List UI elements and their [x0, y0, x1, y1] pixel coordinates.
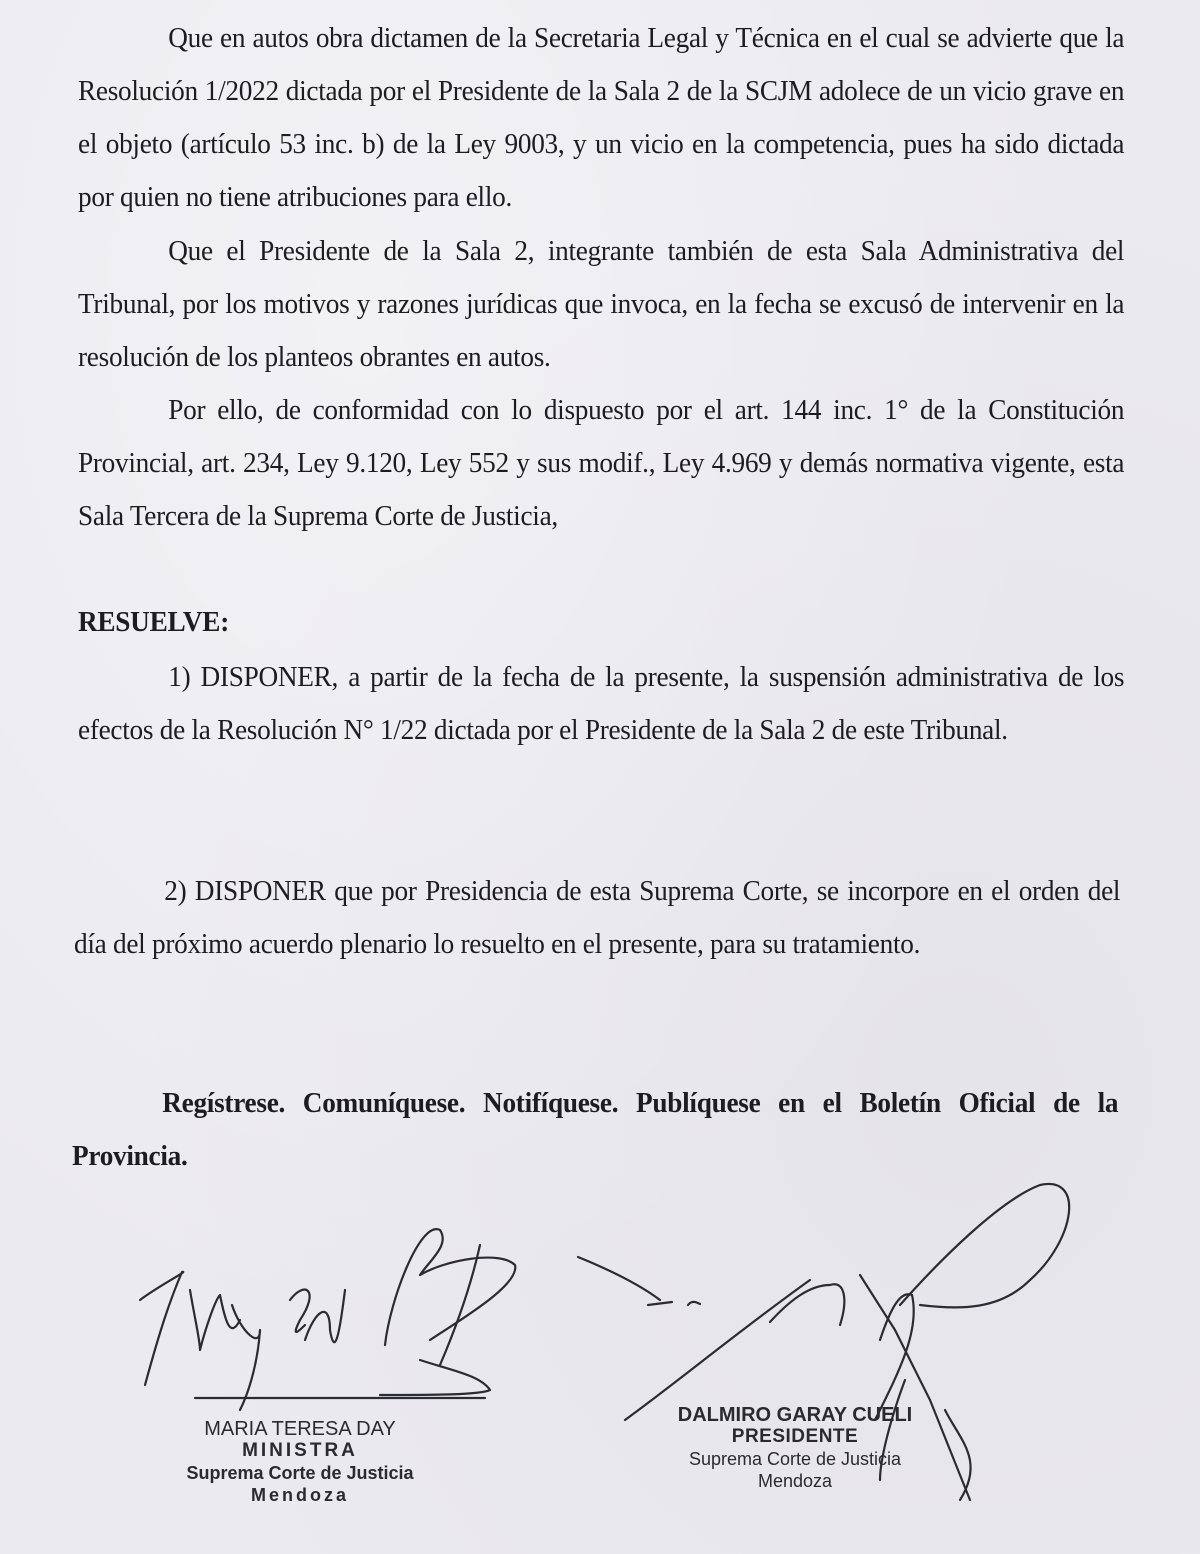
- signer-title: PRESIDENTE: [731, 1426, 859, 1447]
- signer-city: Mendoza: [250, 1485, 349, 1505]
- resolution-text: 2) DISPONER que por Presidencia de esta Suprema Corte, se incorpore en el orden del día del próximo acuerdo plenario lo resuelto en el presente, para su tratamiento.: [74, 875, 1121, 960]
- signature-stamp-right: [650, 1404, 940, 1492]
- paragraph-text: Que el Presidente de la Sala 2, integrante también de esta Sala Administrativa del Tribunal, por los motivos y razones jurídicas que invoca, en la fecha se excusó de intervenir en la resolución de los planteos obrantes en autos.: [78, 235, 1125, 373]
- signer-organization: Suprema Corte de Justicia: [688, 1449, 902, 1469]
- signer-name: MARIA TERESA DAY: [204, 1418, 396, 1440]
- signer-city: Mendoza: [757, 1471, 833, 1491]
- closing-text: Regístrese. Comuníquese. Notifíquese. Publíquese en el Boletín Oficial de la Provincia.: [72, 1087, 1119, 1172]
- signature-stamp-left: [160, 1418, 440, 1506]
- paragraph-text: Por ello, de conformidad con lo dispuesto por el art. 144 inc. 1° de la Constitución Provincial, art. 234, Ley 9.120, Ley 552 y sus modif., Ley 4.969 y demás normativa vigente, esta Sala Tercera de la Suprema Corte de Justicia,: [78, 394, 1125, 532]
- signer-name: DALMIRO GARAY CUELI: [677, 1404, 913, 1426]
- signer-title: MINISTRA: [242, 1440, 358, 1461]
- paragraph-text: Que en autos obra dictamen de la Secretaria Legal y Técnica en el cual se advierte que la Resolución 1/2022 dictada por el Presidente de la Sala 2 de la SCJM adolece de un vicio grave en el objeto (artículo 53 inc. b) de la Ley 9003, y un vicio en la competencia, pues ha sido dictada por quien no tiene atribuciones para ello.: [78, 22, 1125, 213]
- resolution-text: 1) DISPONER, a partir de la fecha de la presente, la suspensión administrativa de los efectos de la Resolución N° 1/22 dictada por el Presidente de la Sala 2 de este Tribunal.: [78, 661, 1125, 746]
- resuelve-heading: RESUELVE:: [78, 606, 229, 638]
- signature-left-icon: [140, 1229, 515, 1410]
- signer-organization: Suprema Corte de Justicia: [186, 1463, 414, 1483]
